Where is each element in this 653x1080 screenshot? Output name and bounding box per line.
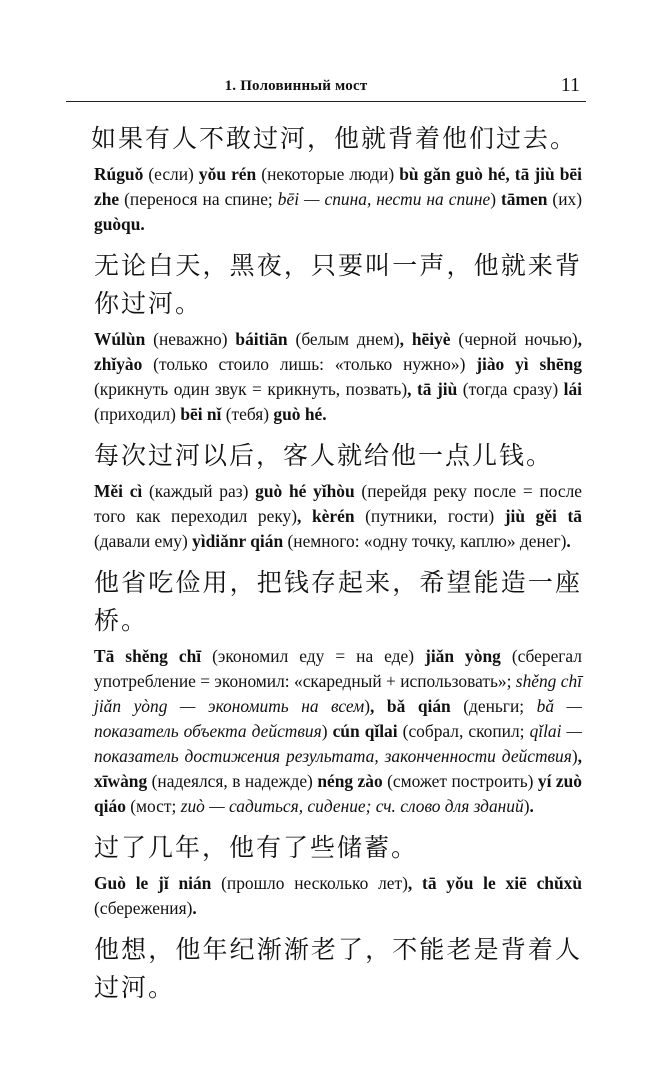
chinese-sentence: 如果有人不敢过河，他就背着他们过去。 bbox=[91, 124, 578, 153]
gloss-text: (прошло несколько лет) bbox=[211, 873, 408, 893]
pinyin-term: . bbox=[192, 898, 197, 918]
page-number: 11 bbox=[560, 74, 580, 96]
chinese-sentence: 无论白天，黑夜，只要叫一声，他就来背你过河。 bbox=[94, 251, 582, 318]
russian-gloss bbox=[94, 162, 582, 237]
gloss-text: (сможет построить) bbox=[382, 771, 538, 791]
pinyin-term: , tā jiù bbox=[407, 379, 458, 399]
gloss-note: zuò — садиться, сидение; сч. слово для зданий bbox=[180, 796, 524, 816]
pinyin-term: néng zào bbox=[317, 771, 383, 791]
gloss-text: (некоторые люди) bbox=[256, 164, 400, 184]
gloss-text: (немного: «одну точку, каплю» денег) bbox=[283, 531, 567, 551]
pinyin-term: cún qǐlai bbox=[332, 721, 398, 741]
chinese-sentence: 过了几年，他有了些储蓄。 bbox=[94, 833, 419, 862]
chinese-sentence: 他想，他年纪渐渐老了，不能老是背着人过河。 bbox=[94, 935, 582, 1002]
gloss-text: (белым днем) bbox=[287, 329, 400, 349]
gloss-text: (перенося на спине; bbox=[119, 189, 278, 209]
pinyin-term: lái bbox=[563, 379, 582, 399]
pinyin-term: bēi nǐ bbox=[180, 404, 222, 424]
gloss-text: (тогда сразу) bbox=[457, 379, 564, 399]
gloss-text: (их) bbox=[547, 189, 582, 209]
russian-gloss bbox=[94, 871, 582, 921]
gloss-text: (каждый раз) bbox=[142, 481, 256, 501]
gloss-note: shěng chī jiǎn yòng — экономить на всем bbox=[94, 671, 582, 716]
chinese-sentence: 每次过河以后，客人就给他一点儿钱。 bbox=[94, 441, 554, 470]
pinyin-term: , xīwàng bbox=[94, 746, 582, 791]
pinyin-term: guò hé yǐhòu bbox=[255, 481, 355, 501]
gloss-text: (путники, гости) bbox=[354, 506, 505, 526]
gloss-text: (мост; bbox=[125, 796, 181, 816]
pinyin-term: jiǎn yòng bbox=[425, 646, 501, 666]
pinyin-term: báitiān bbox=[235, 329, 288, 349]
gloss-text: (приходил) bbox=[94, 404, 181, 424]
page-body bbox=[91, 120, 583, 1007]
gloss-text: (черной ночью) bbox=[450, 329, 578, 349]
gloss-text: (сбережения) bbox=[94, 898, 193, 918]
pinyin-term: , hēiyè bbox=[399, 329, 451, 349]
pinyin-term: , tā yǒu le xiē chǔxù bbox=[407, 873, 582, 893]
pinyin-term: Wúlùn bbox=[94, 329, 146, 349]
gloss-note: qǐlai — показатель достижения результата, законченности действия bbox=[94, 721, 583, 766]
pinyin-term: jiù gěi tā bbox=[504, 506, 582, 526]
gloss-text: ) bbox=[523, 796, 530, 816]
gloss-text: (собрал, скопил; bbox=[397, 721, 530, 741]
gloss-note: bēi — спина, нести на спине bbox=[277, 189, 491, 209]
pinyin-term: yí zuò qiáo bbox=[94, 771, 582, 816]
russian-gloss bbox=[94, 644, 582, 819]
pinyin-term: tāmen bbox=[501, 189, 548, 209]
pinyin-term: guòqu. bbox=[94, 214, 145, 234]
pinyin-term: yìdiǎnr qián bbox=[192, 531, 284, 551]
pinyin-term: Rúguǒ bbox=[94, 164, 144, 184]
gloss-text: (надеялся, в надежде) bbox=[147, 771, 318, 791]
pinyin-term: , zhǐyào bbox=[94, 329, 582, 374]
header-divider bbox=[66, 101, 586, 102]
gloss-note: bǎ — показатель объекта действия bbox=[94, 696, 583, 741]
pinyin-term: Tā shěng chī bbox=[94, 646, 202, 666]
chinese-sentence: 他省吃俭用，把钱存起来，希望能造一座桥。 bbox=[94, 568, 582, 635]
russian-gloss bbox=[94, 327, 582, 427]
gloss-text: (крикнуть один звук = крикнуть, позвать) bbox=[94, 379, 408, 399]
gloss-text: ) bbox=[490, 189, 502, 209]
running-header bbox=[66, 72, 586, 102]
pinyin-term: jiào yì shēng bbox=[465, 354, 583, 374]
pinyin-term: . bbox=[566, 531, 571, 551]
pinyin-term: , bǎ qián bbox=[370, 696, 451, 716]
pinyin-term: bù gǎn guò hé, bbox=[399, 164, 510, 184]
gloss-text: (сберегал употребление = экономил: «скаредный + использовать»; bbox=[94, 646, 582, 691]
gloss-text: (перейдя реку после = после того как переходил реку) bbox=[94, 481, 582, 526]
gloss-text: (деньги; bbox=[450, 696, 537, 716]
gloss-text: ) bbox=[364, 696, 371, 716]
chapter-title: 1. Половинный мост bbox=[224, 78, 368, 94]
pinyin-term: . bbox=[529, 796, 534, 816]
gloss-text: (давали ему) bbox=[94, 531, 193, 551]
pinyin-term: tā jiù bēi zhe bbox=[94, 164, 582, 209]
pinyin-term: Guò le jǐ nián bbox=[94, 873, 212, 893]
gloss-text: (только стоило лишь: «только нужно») bbox=[142, 354, 466, 374]
gloss-text: (неважно) bbox=[145, 329, 236, 349]
russian-gloss bbox=[94, 479, 582, 554]
pinyin-term: guò hé. bbox=[273, 404, 327, 424]
gloss-text: (тебя) bbox=[221, 404, 274, 424]
gloss-text: ) bbox=[321, 721, 333, 741]
gloss-text: (экономил еду = на еде) bbox=[201, 646, 426, 666]
pinyin-term: Měi cì bbox=[94, 481, 143, 501]
pinyin-term: yǒu rén bbox=[198, 164, 257, 184]
pinyin-term: , kèrén bbox=[297, 506, 355, 526]
gloss-text: ) bbox=[571, 746, 578, 766]
gloss-text: (если) bbox=[143, 164, 199, 184]
